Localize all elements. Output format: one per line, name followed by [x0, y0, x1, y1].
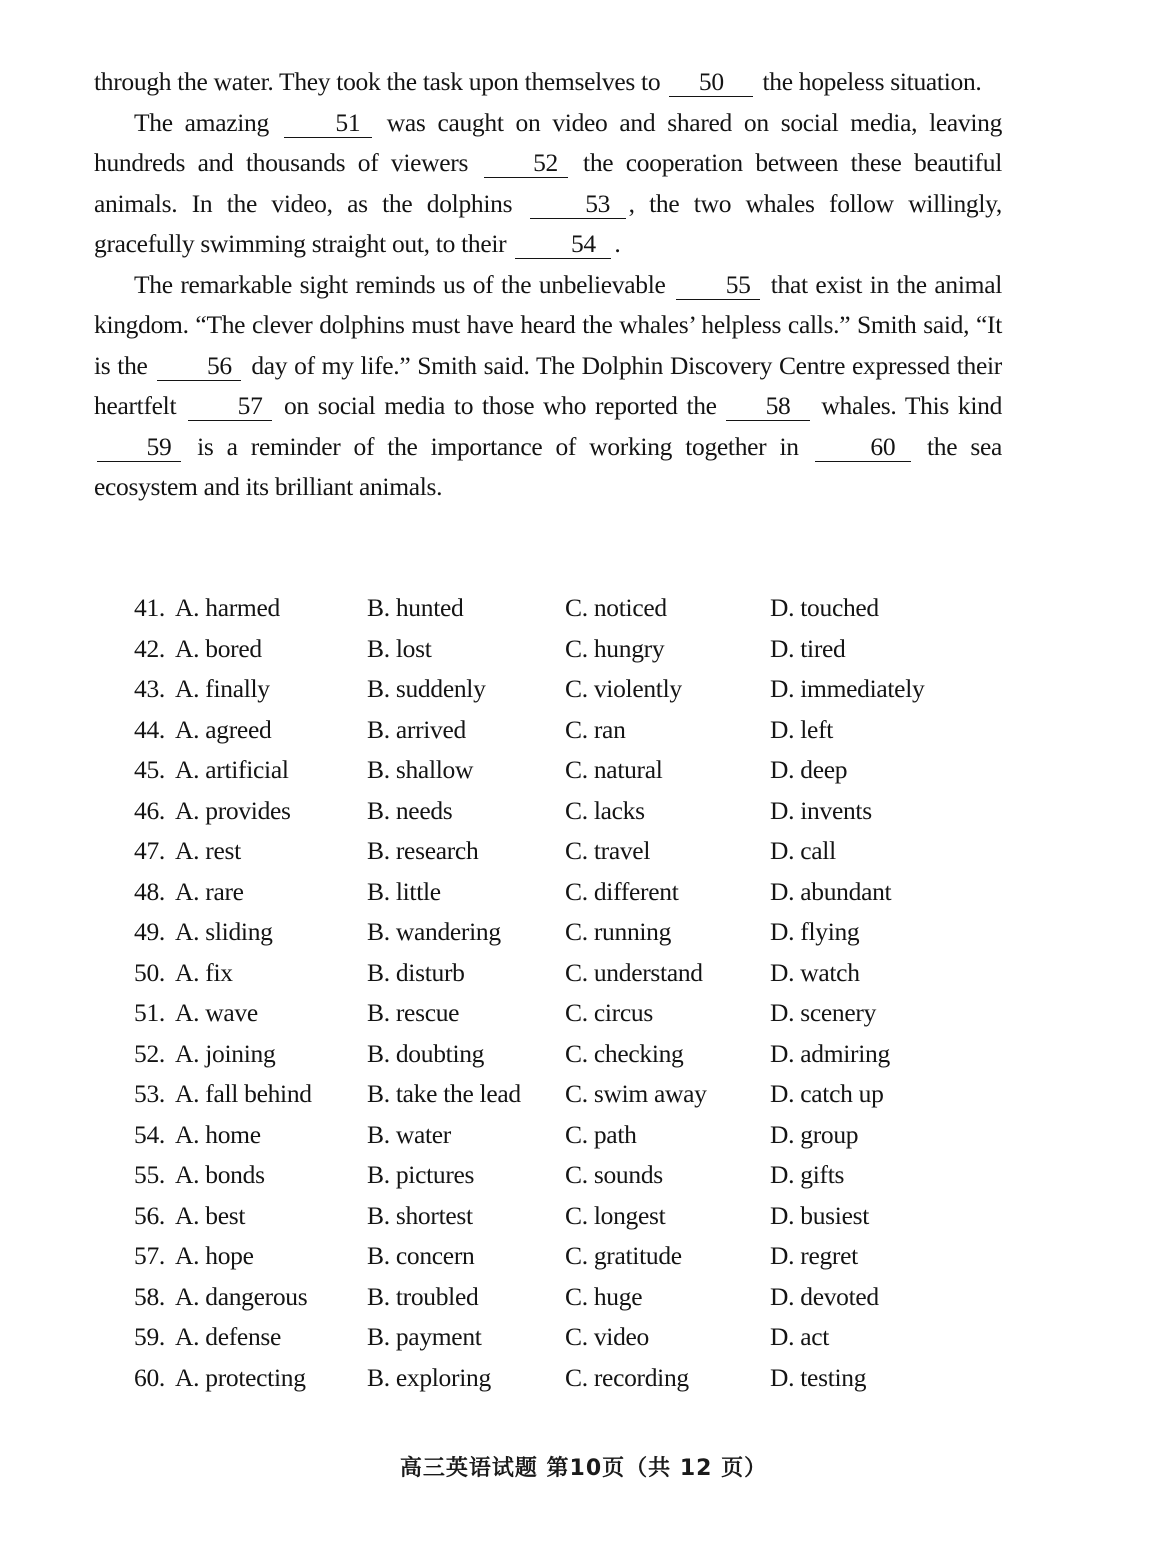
question-row [134, 1074, 994, 1115]
option-a: A. agreed [175, 714, 272, 744]
question-number: 53. [134, 1079, 165, 1108]
option-c: C. ran [565, 714, 626, 744]
passage-text: , the two whales follow willingly, gracefully swimming straight out, to their [94, 188, 1002, 258]
option-c: C. gratitude [565, 1241, 682, 1270]
option-c: C. checking [565, 1038, 684, 1068]
question-number: 47. [134, 836, 165, 865]
passage-text: on social media to those who reported the [283, 391, 717, 420]
option-d: D. left [770, 714, 834, 744]
option-b: B. pictures [367, 1160, 475, 1189]
option-d: D. regret [770, 1241, 858, 1270]
question-row [134, 993, 994, 1034]
blank-53: 53 [530, 191, 626, 219]
paragraph-1 [94, 62, 1002, 103]
passage-text: The amazing [134, 107, 269, 137]
option-a: A. artificial [175, 755, 289, 784]
option-a: A. hope [175, 1241, 254, 1270]
passage-text: was caught on video and shared on social media, leaving hundreds and thousands of viewers [94, 107, 1003, 177]
question-number: 54. [134, 1119, 165, 1149]
option-b: B. wandering [367, 917, 501, 946]
question-row [134, 1115, 994, 1156]
option-a: A. home [175, 1119, 261, 1149]
option-d: D. touched [770, 593, 879, 622]
option-b: B. payment [367, 1322, 482, 1351]
blank-50: 50 [669, 69, 753, 97]
question-number: 42. [134, 633, 165, 663]
question-number: 55. [134, 1160, 165, 1189]
passage-text: day of my life.” Smith said. The Dolphin Discovery Centre expressed their heartfelt [94, 350, 1002, 420]
option-b: B. doubting [367, 1038, 485, 1068]
option-b: B. disturb [367, 957, 465, 987]
option-a: A. fall behind [175, 1079, 312, 1108]
option-c: C. lacks [565, 795, 645, 825]
question-number: 45. [134, 755, 165, 784]
option-c: C. path [565, 1119, 637, 1149]
option-d: D. call [770, 836, 836, 865]
option-b: B. concern [367, 1241, 475, 1270]
question-number: 60. [134, 1362, 165, 1392]
question-row [134, 1317, 994, 1358]
page-footer: 高三英语试题 第10页（共 12 页） [399, 1456, 768, 1481]
option-a: A. harmed [175, 593, 280, 622]
blank-59: 59 [97, 434, 181, 462]
option-b: B. arrived [367, 714, 466, 744]
option-c: C. longest [565, 1200, 666, 1230]
question-number: 41. [134, 593, 165, 622]
question-row [134, 1277, 994, 1318]
option-b: B. lost [367, 633, 432, 663]
cloze-passage [94, 62, 1002, 508]
option-a: A. sliding [175, 917, 273, 946]
question-row [134, 953, 994, 994]
option-d: D. group [770, 1119, 859, 1149]
blank-58: 58 [726, 393, 810, 421]
option-a: A. defense [175, 1322, 282, 1351]
passage-text: the hopeless situation. [762, 67, 982, 96]
option-b: B. exploring [367, 1362, 491, 1392]
question-number: 44. [134, 714, 165, 744]
question-row [134, 629, 994, 670]
passage-text: whales. This kind [821, 391, 1003, 420]
question-row [134, 1196, 994, 1237]
question-row [134, 1034, 994, 1075]
option-d: D. tired [770, 633, 846, 663]
option-b: B. take the lead [367, 1079, 521, 1108]
option-d: D. abundant [770, 876, 892, 906]
question-number: 48. [134, 876, 165, 906]
option-c: C. circus [565, 998, 653, 1027]
option-a: A. protecting [175, 1362, 306, 1392]
option-b: B. shallow [367, 755, 474, 784]
passage-text: that exist in the animal kingdom. “The clever dolphins must have heard the whales’ helpless calls.” Smith said, “It is the [94, 269, 1003, 380]
option-b: B. research [367, 836, 479, 865]
option-a: A. best [175, 1200, 246, 1230]
option-d: D. deep [770, 755, 848, 784]
blank-57: 57 [188, 393, 272, 421]
option-d: D. admiring [770, 1038, 890, 1068]
option-c: C. noticed [565, 593, 667, 622]
passage-text: . [614, 229, 621, 258]
option-c: C. sounds [565, 1160, 663, 1189]
option-b: B. suddenly [367, 674, 486, 703]
option-c: C. swim away [565, 1079, 707, 1108]
option-a: A. finally [175, 674, 270, 703]
question-row [134, 831, 994, 872]
passage-text: the cooperation between these beautiful animals. In the video, as the dolphins [94, 148, 1002, 218]
option-b: B. little [367, 876, 441, 906]
passage-text: The remarkable sight reminds us of the unbelievable [134, 269, 666, 299]
option-a: A. joining [175, 1038, 276, 1068]
option-a: A. provides [175, 795, 291, 825]
option-d: D. gifts [770, 1160, 845, 1189]
option-b: B. troubled [367, 1281, 479, 1311]
option-c: C. recording [565, 1362, 689, 1392]
question-number: 58. [134, 1281, 165, 1311]
blank-60: 60 [815, 434, 911, 462]
question-number: 49. [134, 917, 165, 946]
option-d: D. scenery [770, 998, 877, 1027]
option-c: C. travel [565, 836, 651, 865]
option-b: B. hunted [367, 593, 464, 622]
blank-56: 56 [157, 353, 241, 381]
option-c: C. huge [565, 1281, 643, 1311]
passage-text: the sea ecosystem and its brilliant animals. [94, 431, 1003, 501]
option-d: D. catch up [770, 1079, 884, 1108]
option-c: C. different [565, 876, 679, 906]
option-c: C. hungry [565, 633, 665, 663]
option-d: D. watch [770, 957, 860, 987]
paragraph-2 [94, 103, 1002, 265]
question-row [134, 1155, 994, 1196]
option-a: A. fix [175, 957, 233, 987]
question-row [134, 588, 994, 629]
question-number: 57. [134, 1241, 165, 1270]
question-number: 59. [134, 1322, 165, 1351]
option-b: B. rescue [367, 998, 460, 1027]
option-d: D. busiest [770, 1200, 870, 1230]
question-number: 46. [134, 795, 165, 825]
question-row [134, 1236, 994, 1277]
question-row [134, 750, 994, 791]
option-d: D. testing [770, 1362, 867, 1392]
blank-51: 51 [284, 110, 372, 138]
question-row [134, 912, 994, 953]
question-number: 50. [134, 957, 165, 987]
question-row [134, 872, 994, 913]
option-d: D. act [770, 1322, 830, 1351]
paragraph-3 [94, 265, 1002, 508]
option-b: B. water [367, 1119, 451, 1149]
option-a: A. bonds [175, 1160, 265, 1189]
option-d: D. devoted [770, 1281, 879, 1311]
question-number: 52. [134, 1038, 165, 1068]
blank-55: 55 [676, 272, 760, 300]
option-b: B. needs [367, 795, 453, 825]
blank-52: 52 [484, 150, 568, 178]
option-d: D. invents [770, 795, 872, 825]
question-number: 51. [134, 998, 165, 1027]
option-d: D. immediately [770, 674, 925, 703]
option-a: A. rare [175, 876, 244, 906]
option-a: A. bored [175, 633, 262, 663]
option-d: D. flying [770, 917, 860, 946]
question-row [134, 669, 994, 710]
option-b: B. shortest [367, 1200, 473, 1230]
option-c: C. violently [565, 674, 682, 703]
option-c: C. natural [565, 755, 663, 784]
option-a: A. dangerous [175, 1281, 308, 1311]
question-number: 56. [134, 1200, 165, 1230]
question-number: 43. [134, 674, 165, 703]
passage-text: through the water. They took the task upon themselves to [94, 67, 661, 96]
passage-text: is a reminder of the importance of working together in [197, 431, 799, 461]
question-row [134, 710, 994, 751]
question-row [134, 1358, 994, 1399]
blank-54: 54 [515, 231, 611, 259]
option-a: A. rest [175, 836, 241, 865]
question-row [134, 791, 994, 832]
option-c: C. understand [565, 957, 703, 987]
option-c: C. running [565, 917, 672, 946]
option-a: A. wave [175, 998, 258, 1027]
option-c: C. video [565, 1322, 650, 1351]
answer-options-list [134, 588, 994, 1398]
